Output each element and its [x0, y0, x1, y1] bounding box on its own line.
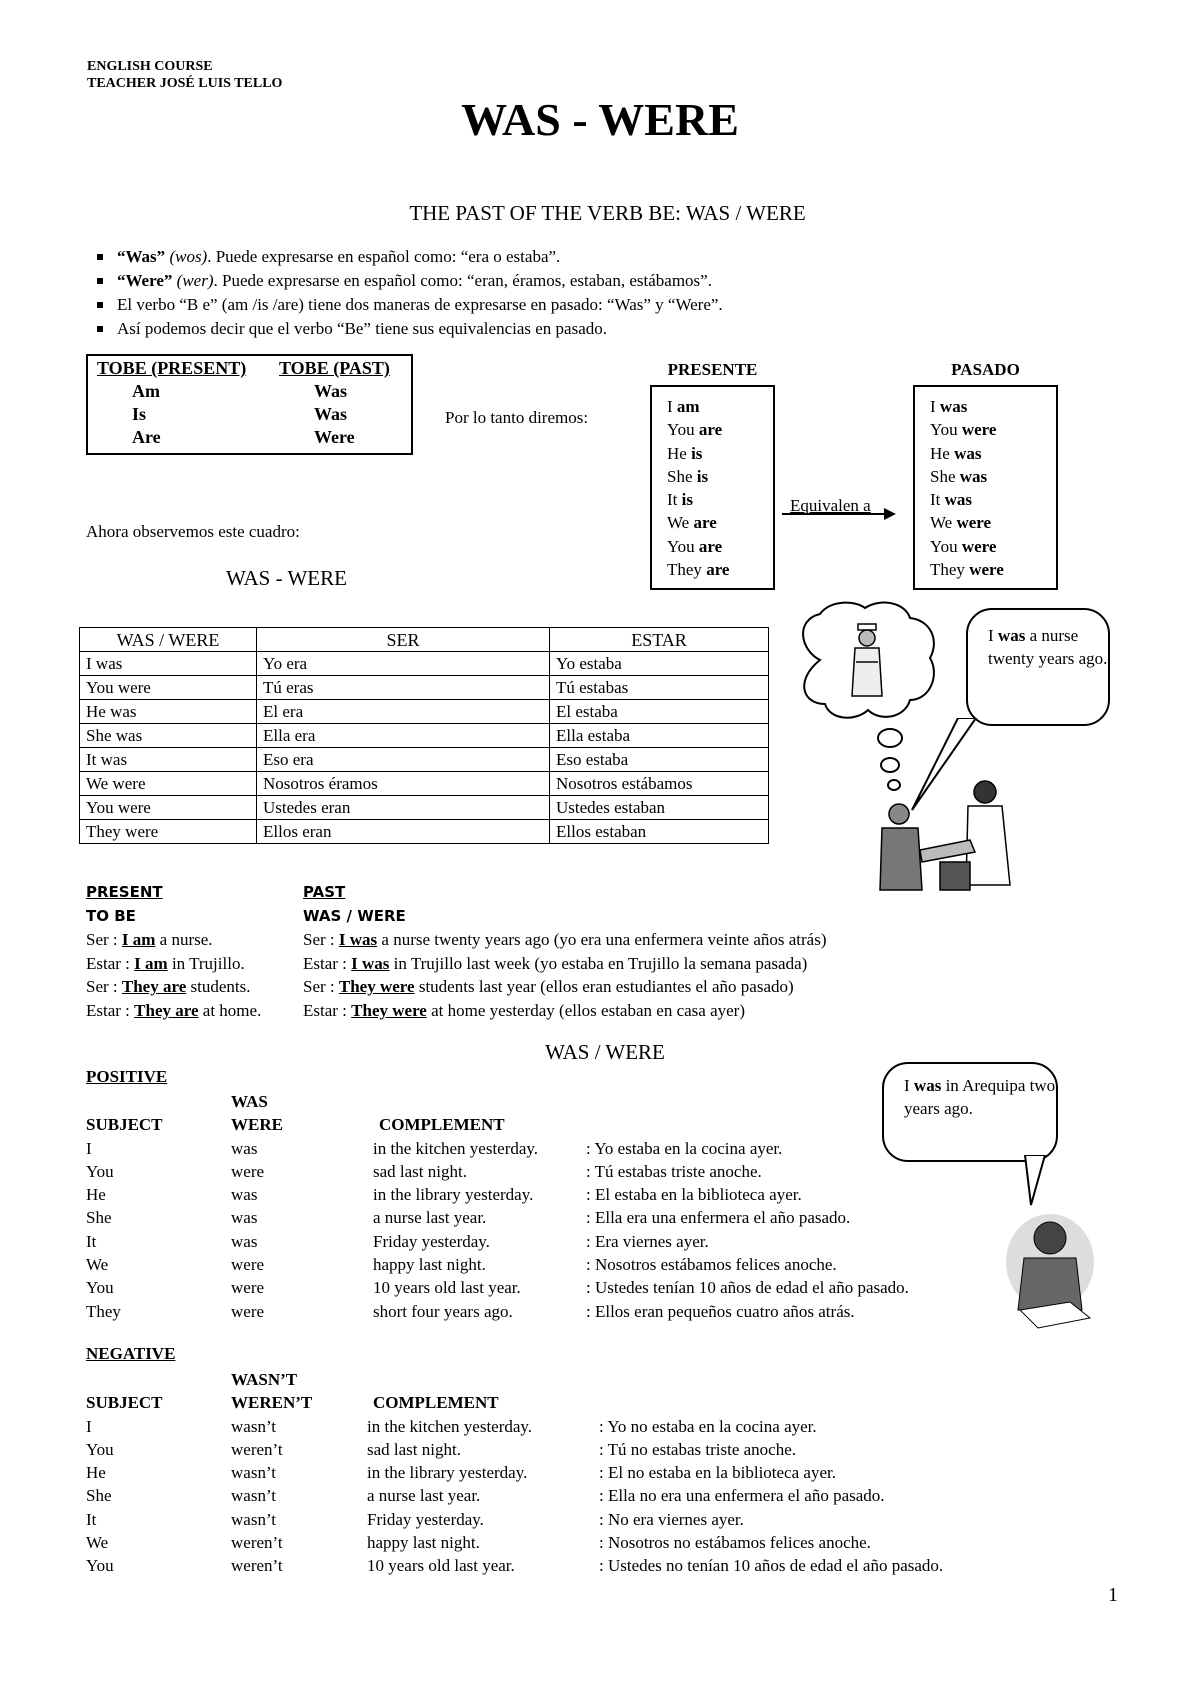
complement-cell: happy last night.	[367, 1533, 480, 1553]
example-verb: I was	[351, 953, 390, 973]
positive-table	[86, 1090, 1006, 1323]
example-rest: at home yesterday (ellos estaban en casa ayer)	[426, 1000, 745, 1020]
was-were-ser-estar-table	[79, 627, 769, 844]
verb: were	[969, 560, 1004, 580]
table-cell: Yo era	[257, 652, 550, 676]
was-were-center-heading: WAS / WERE	[545, 1040, 665, 1064]
conjugation-row	[930, 395, 1056, 418]
table-cell: Eso estaba	[550, 748, 769, 772]
conjugation-row	[930, 535, 1056, 558]
conjugation-row	[930, 488, 1056, 511]
example-prefix: Ser :	[86, 930, 122, 949]
example-prefix: Estar :	[86, 953, 135, 973]
positive-label: POSITIVE	[86, 1067, 168, 1086]
translation-cell: : Era viernes ayer.	[586, 1231, 709, 1251]
translation-cell: : Ellos eran pequeños cuatro años atrás.	[586, 1301, 855, 1321]
grid-row	[86, 1230, 1006, 1253]
tobe-present-cell: Are	[132, 427, 161, 447]
subject: They	[930, 560, 970, 580]
present-example	[86, 999, 261, 1023]
verb: am	[676, 397, 700, 416]
pasado-label: PASADO	[951, 360, 1020, 379]
example-verb: They were	[351, 1000, 427, 1020]
speech-bubble-2	[882, 1062, 1058, 1162]
subject-cell: I	[86, 1416, 92, 1436]
complement-cell: 10 years old last year.	[373, 1278, 521, 1298]
translation-cell: : Tú no estabas triste anoche.	[599, 1439, 797, 1459]
table-row	[80, 748, 769, 772]
grid-row	[86, 1484, 1086, 1507]
subject-cell: We	[86, 1533, 109, 1553]
complement-cell: 10 years old last year.	[367, 1556, 515, 1576]
example-verb: I am	[134, 953, 168, 973]
table-cell: Nosotros éramos	[257, 772, 550, 796]
verb: is	[681, 490, 693, 510]
subject-cell: It	[86, 1231, 97, 1251]
complement-cell: in the library yesterday.	[367, 1463, 528, 1483]
table-cell: Ellos estaban	[550, 820, 769, 844]
bubble-rest: a nurse twenty years ago.	[988, 626, 1108, 668]
comparison-past-list	[303, 928, 827, 1022]
bullet-pronunciation: (wer)	[172, 271, 214, 290]
verb-cell: were	[231, 1255, 265, 1275]
subject-cell: He	[86, 1463, 106, 1483]
subject: I	[667, 397, 677, 416]
observe-text: Ahora observemos este cuadro:	[86, 522, 300, 541]
pasado-box	[913, 385, 1058, 590]
tobe-present-header: TOBE (PRESENT)	[97, 358, 247, 378]
bubble-subject: I	[988, 626, 998, 645]
translation-cell: : El estaba en la biblioteca ayer.	[586, 1185, 802, 1205]
example-prefix: Ser :	[86, 977, 122, 996]
complement-cell: Friday yesterday.	[373, 1231, 490, 1251]
table-cell: Ella era	[257, 724, 550, 748]
speech-bubble-1-text	[988, 626, 1107, 668]
conjugation-row	[667, 511, 773, 534]
table-cell: Tú estabas	[550, 676, 769, 700]
verb: is	[691, 443, 703, 463]
bubble-rest: in Arequipa two years ago.	[904, 1076, 1056, 1118]
negative-label: NEGATIVE	[86, 1344, 176, 1363]
grid-header-row	[86, 1368, 1086, 1391]
subject: It	[930, 490, 945, 510]
verb-cell: were	[231, 1278, 265, 1298]
complement-cell: in the kitchen yesterday.	[367, 1416, 533, 1436]
verb-cell: wasn’t	[231, 1416, 277, 1436]
verb: was	[959, 466, 988, 486]
subject-cell: She	[86, 1208, 112, 1228]
complement-cell: short four years ago.	[373, 1301, 513, 1321]
grid-header-row	[86, 1113, 1006, 1136]
speech-bubble-2-text	[904, 1076, 1055, 1118]
verb-cell: were	[231, 1301, 265, 1321]
bullet-pronunciation: (wos)	[165, 247, 208, 266]
student-writing-icon	[1000, 1200, 1100, 1330]
to-be-label: TO BE	[86, 907, 136, 925]
complement-cell: happy last night.	[373, 1255, 486, 1275]
grid-row	[86, 1253, 1006, 1276]
past-example	[303, 952, 827, 976]
table-cell: Ellos eran	[257, 820, 550, 844]
conjugation-row	[667, 558, 773, 581]
subject-cell: We	[86, 1255, 109, 1275]
translation-cell: : El no estaba en la biblioteca ayer.	[599, 1463, 836, 1483]
subject: He	[667, 443, 692, 463]
complement-cell: Friday yesterday.	[367, 1509, 484, 1529]
subject: You	[930, 420, 962, 440]
subject-cell: I	[86, 1138, 92, 1158]
grid-header-row	[86, 1391, 1086, 1414]
table-header: ESTAR	[550, 628, 769, 652]
example-prefix: Ser :	[303, 977, 339, 996]
therefore-text: Por lo tanto diremos:	[445, 408, 589, 427]
conjugation-row	[667, 535, 773, 558]
bullet-term: “Was”	[117, 247, 166, 266]
conjugation-row	[930, 442, 1056, 465]
example-prefix: Ser :	[303, 930, 339, 949]
table-cell: Nosotros estábamos	[550, 772, 769, 796]
verb: are	[698, 420, 723, 440]
table-cell: They were	[80, 820, 257, 844]
subject-cell: You	[86, 1439, 114, 1459]
verb-cell: was	[231, 1138, 258, 1158]
presente-box	[650, 385, 775, 590]
verb: are	[693, 513, 717, 533]
verb-cell: weren’t	[231, 1439, 283, 1459]
conjugation-row	[667, 465, 773, 488]
translation-cell: : No era viernes ayer.	[599, 1509, 744, 1529]
grid-row	[86, 1160, 1006, 1183]
example-prefix: Estar :	[86, 1000, 135, 1020]
conjugation-row	[930, 418, 1056, 441]
table-row	[80, 796, 769, 820]
page-number: 1	[1108, 1584, 1118, 1606]
complement-cell: in the kitchen yesterday.	[373, 1138, 539, 1158]
conjugation-row	[930, 558, 1056, 581]
table-cell: Tú eras	[257, 676, 550, 700]
example-verb: They were	[338, 977, 415, 996]
past-example	[303, 999, 827, 1023]
table-cell: I was	[80, 652, 257, 676]
past-label: PAST	[303, 883, 346, 901]
tobe-table	[86, 354, 413, 455]
table-cell: Ustedes eran	[257, 796, 550, 820]
verb-column-header: WAS	[231, 1092, 268, 1111]
subject: We	[930, 513, 957, 533]
verb: was	[944, 490, 973, 510]
subject-column-header: SUBJECT	[86, 1393, 163, 1413]
bullet-list	[97, 245, 723, 341]
verb-cell: were	[231, 1161, 265, 1181]
table-cell: Ustedes estaban	[550, 796, 769, 820]
example-prefix: Estar :	[303, 953, 352, 973]
verb-cell: was	[231, 1231, 258, 1251]
translation-cell: : Yo no estaba en la cocina ayer.	[599, 1416, 817, 1436]
table-header: WAS / WERE	[80, 628, 257, 652]
past-example	[303, 928, 827, 952]
bullet-text: Así podemos decir que el verbo “Be” tiene sus equivalencias en pasado.	[117, 319, 608, 338]
complement-cell: a nurse last year.	[367, 1486, 481, 1506]
subject: It	[667, 490, 682, 510]
comparison-labels-present	[86, 880, 163, 928]
table-cell: He was	[80, 700, 257, 724]
grid-row	[86, 1276, 1006, 1299]
table-cell: Ella estaba	[550, 724, 769, 748]
subject-cell: It	[86, 1509, 97, 1529]
table-cell: El estaba	[550, 700, 769, 724]
translation-cell: : Tú estabas triste anoche.	[586, 1161, 762, 1181]
example-rest: students.	[186, 977, 251, 996]
example-rest: at home.	[198, 1000, 262, 1020]
example-rest: in Trujillo last week (yo estaba en Trujillo la semana pasada)	[389, 953, 808, 973]
complement-column-header: COMPLEMENT	[379, 1115, 505, 1135]
subject: I	[930, 397, 940, 416]
bubble-verb: was	[913, 1076, 942, 1095]
tobe-past-cell: Was	[314, 381, 348, 401]
table-row	[80, 820, 769, 844]
tobe-past-cell: Were	[314, 427, 355, 447]
table-cell: It was	[80, 748, 257, 772]
table-row	[80, 700, 769, 724]
table-cell: She was	[80, 724, 257, 748]
present-example	[86, 928, 261, 952]
present-example	[86, 975, 261, 999]
conjugation-row	[667, 418, 773, 441]
grid-row	[86, 1137, 1006, 1160]
verb-column-header: WERE	[231, 1115, 283, 1135]
table-cell: You were	[80, 796, 257, 820]
grid-row	[86, 1206, 1006, 1229]
verb: were	[961, 536, 997, 556]
grid-row	[86, 1554, 1086, 1577]
tobe-present-cell: Is	[132, 404, 147, 424]
complement-cell: in the library yesterday.	[373, 1185, 534, 1205]
verb: were	[956, 513, 992, 533]
grid-header-row	[86, 1090, 1006, 1113]
table-row	[80, 772, 769, 796]
verb-cell: wasn’t	[231, 1463, 277, 1483]
page-title: WAS - WERE	[461, 94, 739, 145]
table-cell: We were	[80, 772, 257, 796]
verb: is	[696, 466, 709, 486]
subject-cell: She	[86, 1486, 112, 1506]
conjugation-row	[930, 511, 1056, 534]
verb-cell: weren’t	[231, 1556, 283, 1576]
verb-cell: wasn’t	[231, 1486, 277, 1506]
subject: She	[930, 466, 960, 486]
presente-label: PRESENTE	[667, 360, 758, 379]
bullet-text: . Puede expresarse en español como: “era o estaba”.	[207, 247, 561, 266]
example-prefix: Estar :	[303, 1000, 352, 1020]
table-row	[80, 676, 769, 700]
subject: You	[930, 536, 962, 556]
course-header	[87, 58, 282, 92]
bullet-text: . Puede expresarse en español como: “eran, éramos, estaban, estábamos”.	[213, 271, 712, 290]
verb: were	[961, 420, 997, 440]
conjugation-row	[667, 395, 773, 418]
table-cell: You were	[80, 676, 257, 700]
grid-row	[86, 1438, 1086, 1461]
subject: They	[667, 560, 707, 580]
translation-cell: : Ella era una enfermera el año pasado.	[586, 1208, 851, 1228]
subject: You	[667, 536, 699, 556]
bullet-item	[97, 269, 723, 293]
speech-bubble-1-tail-icon	[910, 718, 980, 814]
subject: We	[667, 513, 694, 533]
table-cell: Yo estaba	[550, 652, 769, 676]
verb-column-header: WASN’T	[231, 1370, 298, 1389]
bullet-item	[97, 245, 723, 269]
subject-cell: You	[86, 1161, 114, 1181]
grid-row	[86, 1415, 1086, 1438]
subject-cell: You	[86, 1278, 114, 1298]
bullet-item	[97, 317, 723, 341]
bullet-text: El verbo “B e” (am /is /are) tiene dos maneras de expresarse en pasado: “Was” y “Were”.	[117, 295, 723, 314]
section-subtitle: THE PAST OF THE VERB BE: WAS / WERE	[409, 201, 806, 225]
table-cell: Eso era	[257, 748, 550, 772]
grid-row	[86, 1300, 1006, 1323]
translation-cell: : Nosotros estábamos felices anoche.	[586, 1255, 837, 1275]
speech-bubble-1	[966, 608, 1110, 726]
complement-cell: a nurse last year.	[373, 1208, 487, 1228]
grid-row	[86, 1531, 1086, 1554]
example-rest: in Trujillo.	[167, 953, 245, 973]
complement-column-header: COMPLEMENT	[373, 1393, 499, 1413]
grid-row	[86, 1183, 1006, 1206]
translation-cell: : Ustedes no tenían 10 años de edad el año pasado.	[599, 1556, 944, 1576]
past-example	[303, 975, 827, 999]
example-verb: I was	[338, 930, 378, 949]
present-label: PRESENT	[86, 883, 163, 901]
bubble-verb: was	[997, 626, 1026, 645]
verb: are	[706, 560, 730, 580]
conjugation-row	[930, 465, 1056, 488]
verb-column-header: WEREN’T	[231, 1393, 313, 1413]
table-header: SER	[257, 628, 550, 652]
example-rest: a nurse.	[155, 930, 213, 949]
verb: are	[698, 536, 723, 556]
subject-cell: He	[86, 1185, 106, 1205]
bullet-term: “Were”	[117, 271, 173, 290]
was-were-label: WAS / WERE	[303, 907, 406, 925]
equivalen-text: Equivalen a	[790, 496, 871, 515]
table-row	[80, 652, 769, 676]
translation-cell: : Ustedes tenían 10 años de edad el año pasado.	[586, 1278, 909, 1298]
arrow-right-icon	[780, 507, 898, 521]
subject: He	[930, 443, 955, 463]
complement-cell: sad last night.	[367, 1439, 461, 1459]
grid-row	[86, 1508, 1086, 1531]
teacher-name: TEACHER JOSÉ LUIS TELLO	[87, 76, 283, 91]
example-verb: I am	[121, 930, 156, 949]
subject-cell: You	[86, 1556, 114, 1576]
comparison-labels-past	[303, 880, 406, 928]
present-example	[86, 952, 261, 976]
example-verb: They are	[121, 977, 187, 996]
bullet-item	[97, 293, 723, 317]
verb: was	[954, 443, 982, 463]
translation-cell: : Yo estaba en la cocina ayer.	[586, 1138, 783, 1158]
subject-column-header: SUBJECT	[86, 1115, 163, 1135]
grid-row	[86, 1461, 1086, 1484]
verb-cell: weren’t	[231, 1533, 283, 1553]
bubble-subject: I	[904, 1076, 914, 1095]
example-verb: They are	[134, 1000, 199, 1020]
example-rest: a nurse twenty years ago (yo era una enfermera veinte años atrás)	[377, 930, 827, 949]
tobe-past-cell: Was	[314, 404, 348, 424]
example-rest: students last year (ellos eran estudiantes el año pasado)	[414, 977, 794, 996]
was-were-heading: WAS - WERE	[226, 566, 347, 590]
verb-cell: wasn’t	[231, 1509, 277, 1529]
verb-cell: was	[231, 1208, 258, 1228]
subject: You	[667, 420, 699, 440]
comparison-present-list	[86, 928, 261, 1022]
course-title: ENGLISH COURSE	[87, 59, 213, 74]
table-row	[80, 724, 769, 748]
table-cell: El era	[257, 700, 550, 724]
translation-cell: : Nosotros no estábamos felices anoche.	[599, 1533, 871, 1553]
verb-cell: was	[231, 1185, 258, 1205]
subject-cell: They	[86, 1301, 121, 1321]
tobe-present-cell: Am	[132, 381, 160, 401]
subject: She	[667, 466, 697, 486]
negative-table	[86, 1368, 1086, 1578]
complement-cell: sad last night.	[373, 1161, 467, 1181]
conjugation-row	[667, 442, 773, 465]
tobe-past-header: TOBE (PAST)	[279, 358, 390, 378]
translation-cell: : Ella no era una enfermera el año pasado.	[599, 1486, 885, 1506]
verb: was	[939, 397, 968, 416]
conjugation-row	[667, 488, 773, 511]
